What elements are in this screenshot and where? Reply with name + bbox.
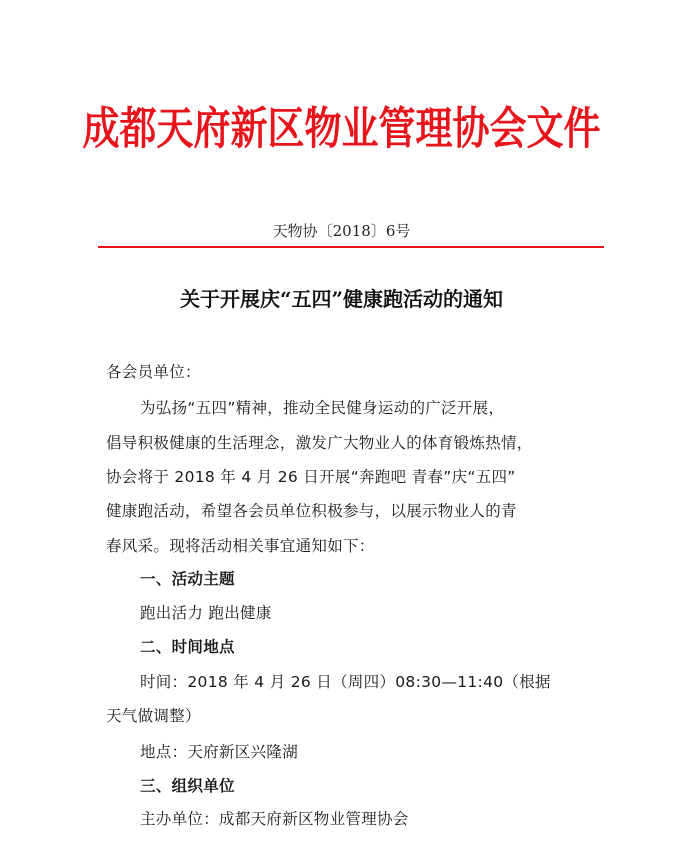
section-heading-theme: 一、活动主题 bbox=[140, 570, 235, 588]
section-text-time-line-1: 时间：2018 年 4 月 26 日（周四）08:30—11:40（根据 bbox=[140, 673, 551, 691]
masthead-title: 成都天府新区物业管理协会文件 bbox=[82, 101, 601, 155]
section-text-theme: 跑出活力 跑出健康 bbox=[140, 604, 272, 622]
section-heading-organizer: 三、组织单位 bbox=[140, 777, 235, 795]
section-text-time-line-2: 天气做调整） bbox=[106, 707, 201, 725]
section-text-place: 地点：天府新区兴隆湖 bbox=[140, 743, 299, 761]
notice-title: 关于开展庆“五四”健康跑活动的通知 bbox=[179, 287, 503, 311]
intro-line-2: 倡导积极健康的生活理念，激发广大物业人的体育锻炼热情， bbox=[106, 434, 533, 452]
intro-line-1: 为弘扬“五四”精神，推动全民健身运动的广泛开展， bbox=[140, 399, 505, 417]
notice-body bbox=[106, 0, 584, 861]
intro-line-3: 协会将于 2018 年 4 月 26 日开展“奔跑吧 青春”庆“五四” bbox=[106, 468, 516, 486]
salutation: 各会员单位： bbox=[106, 363, 201, 381]
section-text-organizer: 主办单位：成都天府新区物业管理协会 bbox=[140, 810, 409, 828]
intro-line-4: 健康跑活动，希望各会员单位积极参与，以展示物业人的青 bbox=[106, 502, 517, 520]
section-heading-time-place: 二、时间地点 bbox=[140, 638, 235, 656]
intro-line-5: 春风采。现将活动相关事宜通知如下： bbox=[106, 537, 375, 555]
document-number: 天物协〔2018〕6号 bbox=[272, 222, 411, 240]
